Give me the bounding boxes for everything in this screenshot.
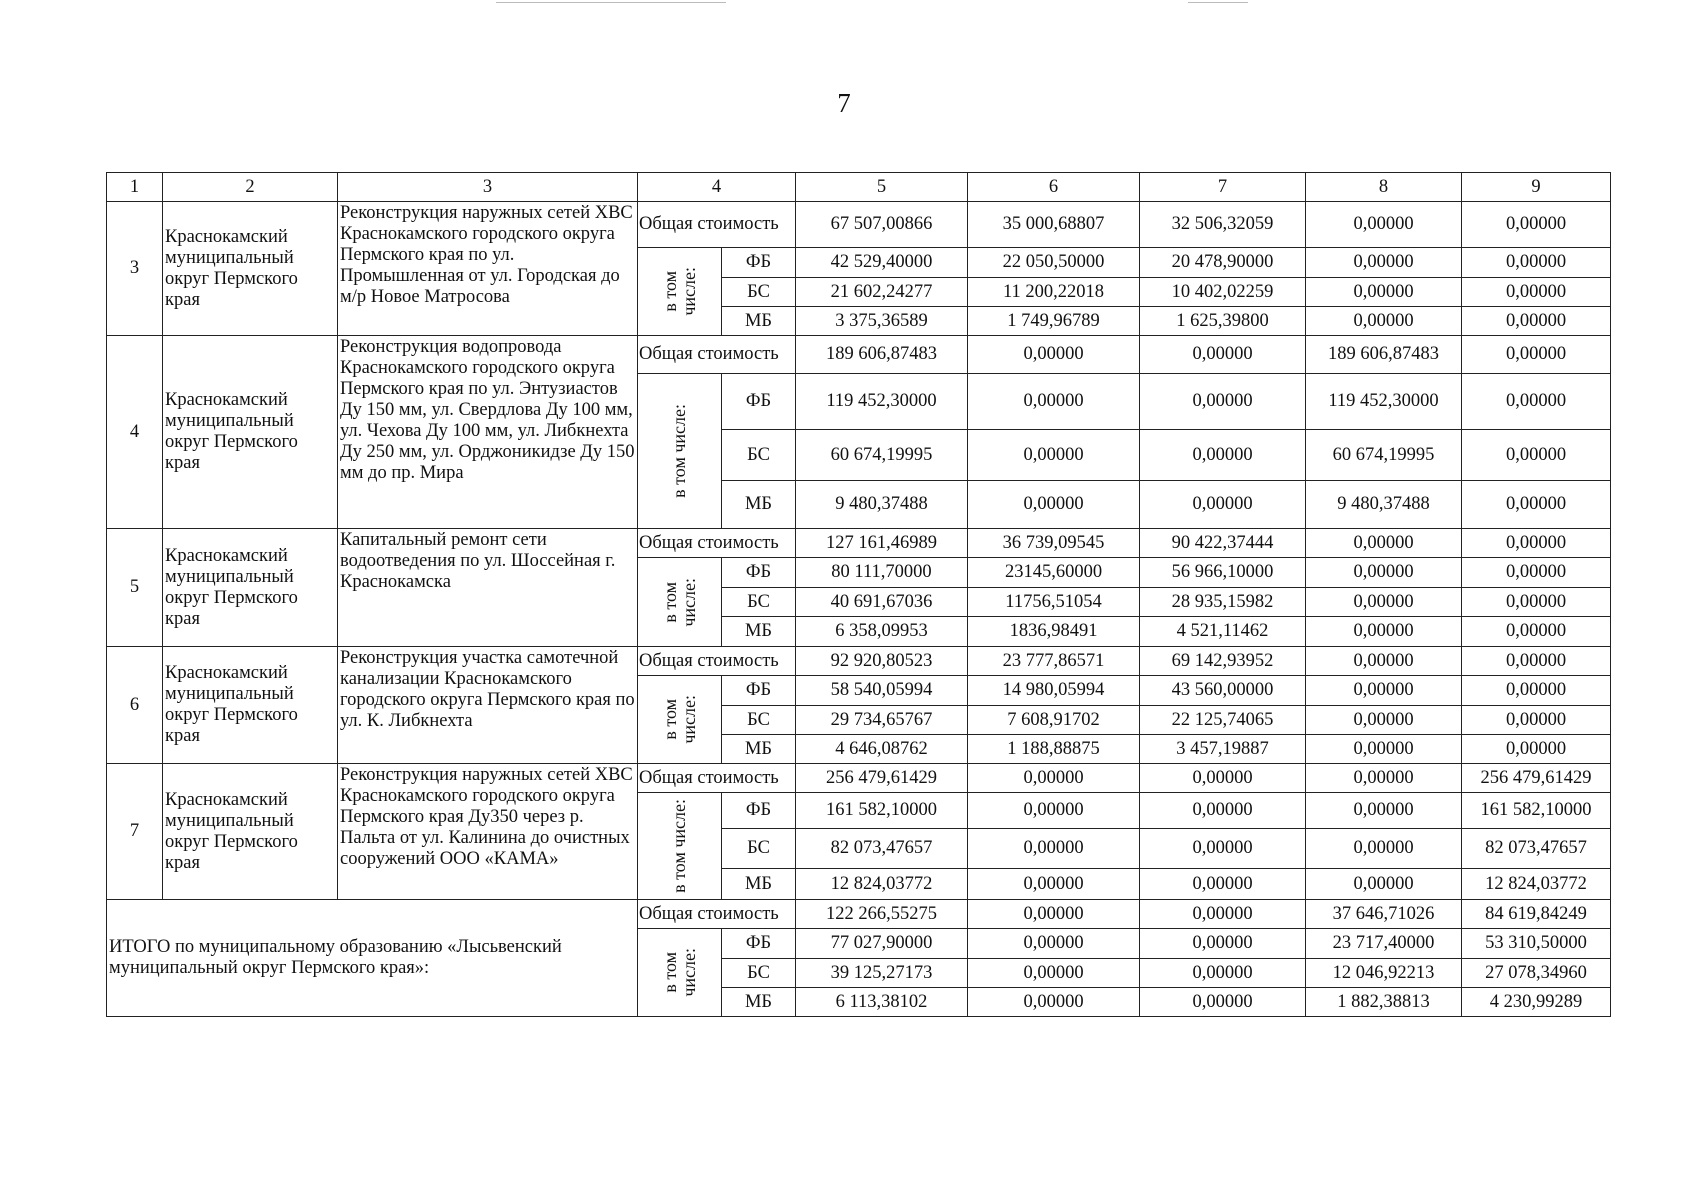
value-cell: 0,00000 <box>1306 202 1462 248</box>
project-description: Реконструкция водопровода Краснокамского городского округа Пермского края по ул. Энтузиастов Ду 150 мм, ул. Свердлова Ду 100 мм, ул. Чехова Ду 100 мм, ул. Либкнехта Ду 250 мм, ул. Орджоникидзе Ду 150 мм до пр. Мира <box>338 336 638 529</box>
table-row <box>107 647 1611 676</box>
budget-source-label: ФБ <box>722 374 796 430</box>
including-vertical-label <box>638 248 722 336</box>
including-label-line: в том <box>659 581 680 623</box>
table-header-row <box>107 173 1611 202</box>
value-cell: 9 480,37488 <box>1306 481 1462 529</box>
scan-top-rule-2 <box>1188 2 1248 3</box>
including-label-wrap <box>640 578 719 627</box>
budget-source-label: БС <box>722 829 796 869</box>
value-cell: 0,00000 <box>1140 829 1306 869</box>
value-cell: 4 646,08762 <box>796 735 968 764</box>
budget-source-label: БС <box>722 588 796 617</box>
value-cell: 1 749,96789 <box>968 307 1140 336</box>
header-cell: 8 <box>1306 173 1462 202</box>
including-label-wrap <box>640 948 719 997</box>
project-description: Реконструкция наружных сетей ХВС Краснокамского городского округа Пермского края по ул. Промышленная от ул. Городская до м/р Новое Матросова <box>338 202 638 336</box>
budget-table <box>106 172 1611 1017</box>
budget-source-label: ФБ <box>722 793 796 829</box>
including-label <box>670 799 689 893</box>
header-cell: 2 <box>163 173 338 202</box>
value-cell: 0,00000 <box>1306 647 1462 676</box>
row-number: 6 <box>107 647 163 764</box>
value-cell: 0,00000 <box>1462 529 1611 558</box>
value-cell: 0,00000 <box>1462 374 1611 430</box>
value-cell: 0,00000 <box>968 764 1140 793</box>
value-cell: 0,00000 <box>1462 248 1611 278</box>
value-cell: 119 452,30000 <box>796 374 968 430</box>
value-cell: 11756,51054 <box>968 588 1140 617</box>
table-row <box>107 202 1611 248</box>
value-cell: 0,00000 <box>1462 706 1611 735</box>
value-cell: 0,00000 <box>1140 988 1306 1017</box>
owner-cell: Краснокамский муниципальный округ Пермского края <box>163 529 338 647</box>
value-cell: 92 920,80523 <box>796 647 968 676</box>
value-cell: 0,00000 <box>1462 278 1611 307</box>
value-cell: 22 050,50000 <box>968 248 1140 278</box>
value-cell: 67 507,00866 <box>796 202 968 248</box>
value-cell: 0,00000 <box>1306 617 1462 647</box>
value-cell: 23 777,86571 <box>968 647 1140 676</box>
total-cost-label: Общая стоимость <box>638 647 796 676</box>
value-cell: 23 717,40000 <box>1306 929 1462 959</box>
value-cell: 0,00000 <box>968 336 1140 374</box>
value-cell: 4 521,11462 <box>1140 617 1306 647</box>
value-cell: 0,00000 <box>968 481 1140 529</box>
value-cell: 0,00000 <box>968 900 1140 929</box>
budget-source-label: ФБ <box>722 248 796 278</box>
including-label <box>661 695 699 744</box>
value-cell: 40 691,67036 <box>796 588 968 617</box>
total-cost-label: Общая стоимость <box>638 764 796 793</box>
value-cell: 60 674,19995 <box>796 430 968 481</box>
value-cell: 35 000,68807 <box>968 202 1140 248</box>
value-cell: 0,00000 <box>1306 764 1462 793</box>
scan-top-rule-1 <box>496 2 726 3</box>
value-cell: 32 506,32059 <box>1140 202 1306 248</box>
value-cell: 0,00000 <box>1140 929 1306 959</box>
value-cell: 23145,60000 <box>968 558 1140 588</box>
total-cost-label: Общая стоимость <box>638 336 796 374</box>
including-label-line: в том <box>659 699 680 740</box>
value-cell: 56 966,10000 <box>1140 558 1306 588</box>
value-cell: 10 402,02259 <box>1140 278 1306 307</box>
value-cell: 0,00000 <box>1462 202 1611 248</box>
header-cell: 9 <box>1462 173 1611 202</box>
including-label-wrap <box>640 267 719 316</box>
budget-source-label: ФБ <box>722 676 796 706</box>
value-cell: 69 142,93952 <box>1140 647 1306 676</box>
value-cell: 27 078,34960 <box>1462 959 1611 988</box>
value-cell: 0,00000 <box>1306 869 1462 900</box>
including-label-line: числе: <box>678 948 699 997</box>
value-cell: 0,00000 <box>968 793 1140 829</box>
value-cell: 0,00000 <box>1306 676 1462 706</box>
value-cell: 43 560,00000 <box>1140 676 1306 706</box>
including-vertical-label <box>638 374 722 529</box>
value-cell: 189 606,87483 <box>1306 336 1462 374</box>
value-cell: 9 480,37488 <box>796 481 968 529</box>
value-cell: 0,00000 <box>1462 735 1611 764</box>
including-label-line: числе: <box>678 267 699 316</box>
including-label <box>661 578 699 627</box>
header-cell: 4 <box>638 173 796 202</box>
table-row <box>107 336 1611 374</box>
value-cell: 36 739,09545 <box>968 529 1140 558</box>
value-cell: 37 646,71026 <box>1306 900 1462 929</box>
value-cell: 0,00000 <box>1140 336 1306 374</box>
including-vertical-label <box>638 929 722 1017</box>
row-number: 7 <box>107 764 163 900</box>
value-cell: 0,00000 <box>968 988 1140 1017</box>
value-cell: 53 310,50000 <box>1462 929 1611 959</box>
value-cell: 4 230,99289 <box>1462 988 1611 1017</box>
table-row <box>107 764 1611 793</box>
value-cell: 77 027,90000 <box>796 929 968 959</box>
budget-source-label: БС <box>722 959 796 988</box>
value-cell: 0,00000 <box>1462 430 1611 481</box>
budget-source-label: ФБ <box>722 929 796 959</box>
value-cell: 0,00000 <box>1306 735 1462 764</box>
value-cell: 0,00000 <box>968 869 1140 900</box>
value-cell: 12 046,92213 <box>1306 959 1462 988</box>
value-cell: 80 111,70000 <box>796 558 968 588</box>
value-cell: 0,00000 <box>1140 430 1306 481</box>
budget-source-label: БС <box>722 278 796 307</box>
value-cell: 0,00000 <box>1306 307 1462 336</box>
value-cell: 256 479,61429 <box>796 764 968 793</box>
value-cell: 22 125,74065 <box>1140 706 1306 735</box>
project-description: Капитальный ремонт сети водоотведения по ул. Шоссейная г. Краснокамска <box>338 529 638 647</box>
value-cell: 0,00000 <box>1306 588 1462 617</box>
value-cell: 0,00000 <box>1462 588 1611 617</box>
value-cell: 0,00000 <box>968 829 1140 869</box>
value-cell: 0,00000 <box>1462 617 1611 647</box>
value-cell: 60 674,19995 <box>1306 430 1462 481</box>
budget-source-label: МБ <box>722 735 796 764</box>
row-number: 4 <box>107 336 163 529</box>
value-cell: 42 529,40000 <box>796 248 968 278</box>
value-cell: 0,00000 <box>1306 706 1462 735</box>
value-cell: 0,00000 <box>1306 558 1462 588</box>
value-cell: 12 824,03772 <box>1462 869 1611 900</box>
value-cell: 82 073,47657 <box>796 829 968 869</box>
row-number: 3 <box>107 202 163 336</box>
value-cell: 1836,98491 <box>968 617 1140 647</box>
value-cell: 0,00000 <box>1140 959 1306 988</box>
value-cell: 0,00000 <box>1140 793 1306 829</box>
page-number: 7 <box>837 88 851 118</box>
including-label-wrap <box>640 695 719 744</box>
budget-source-label: МБ <box>722 869 796 900</box>
budget-source-label: МБ <box>722 481 796 529</box>
value-cell: 0,00000 <box>1306 278 1462 307</box>
value-cell: 90 422,37444 <box>1140 529 1306 558</box>
total-cost-label: Общая стоимость <box>638 900 796 929</box>
value-cell: 0,00000 <box>968 430 1140 481</box>
table-body <box>107 173 1611 1017</box>
including-label-line: в том числе: <box>669 404 689 498</box>
project-description: Реконструкция наружных сетей ХВС Краснокамского городского округа Пермского края Ду350 через р. Пальта от ул. Калинина до очистных сооружений ООО «КАМА» <box>338 764 638 900</box>
value-cell: 0,00000 <box>1140 374 1306 430</box>
value-cell: 11 200,22018 <box>968 278 1140 307</box>
value-cell: 0,00000 <box>1462 558 1611 588</box>
including-label <box>661 267 699 316</box>
including-vertical-label <box>638 676 722 764</box>
value-cell: 7 608,91702 <box>968 706 1140 735</box>
value-cell: 0,00000 <box>968 959 1140 988</box>
value-cell: 29 734,65767 <box>796 706 968 735</box>
value-cell: 0,00000 <box>1140 869 1306 900</box>
value-cell: 0,00000 <box>1140 481 1306 529</box>
value-cell: 21 602,24277 <box>796 278 968 307</box>
value-cell: 119 452,30000 <box>1306 374 1462 430</box>
including-label <box>661 948 699 997</box>
value-cell: 1 625,39800 <box>1140 307 1306 336</box>
value-cell: 0,00000 <box>1306 829 1462 869</box>
budget-source-label: МБ <box>722 307 796 336</box>
value-cell: 0,00000 <box>1462 307 1611 336</box>
including-label-line: числе: <box>678 577 699 627</box>
value-cell: 20 478,90000 <box>1140 248 1306 278</box>
budget-source-label: МБ <box>722 617 796 647</box>
owner-cell: Краснокамский муниципальный округ Пермского края <box>163 764 338 900</box>
total-cost-label: Общая стоимость <box>638 529 796 558</box>
including-label-line: в том числе: <box>669 799 689 893</box>
value-cell: 39 125,27173 <box>796 959 968 988</box>
including-label-wrap <box>640 799 719 893</box>
including-label-line: в том <box>659 952 680 993</box>
value-cell: 0,00000 <box>1306 793 1462 829</box>
total-cost-label: Общая стоимость <box>638 202 796 248</box>
header-cell: 6 <box>968 173 1140 202</box>
value-cell: 6 358,09953 <box>796 617 968 647</box>
value-cell: 6 113,38102 <box>796 988 968 1017</box>
value-cell: 0,00000 <box>968 374 1140 430</box>
value-cell: 0,00000 <box>1462 481 1611 529</box>
including-label-wrap <box>640 404 719 498</box>
project-description: Реконструкция участка самотечной канализации Краснокамского городского округа Пермского края по ул. К. Либкнехта <box>338 647 638 764</box>
value-cell: 3 457,19887 <box>1140 735 1306 764</box>
value-cell: 3 375,36589 <box>796 307 968 336</box>
budget-source-label: БС <box>722 430 796 481</box>
header-cell: 7 <box>1140 173 1306 202</box>
row-number: 5 <box>107 529 163 647</box>
totals-label: ИТОГО по муниципальному образованию «Лысьвенский муниципальный округ Пермского края»: <box>107 900 638 1017</box>
value-cell: 1 882,38813 <box>1306 988 1462 1017</box>
value-cell: 189 606,87483 <box>796 336 968 374</box>
owner-cell: Краснокамский муниципальный округ Пермского края <box>163 336 338 529</box>
including-label <box>670 404 689 498</box>
owner-cell: Краснокамский муниципальный округ Пермского края <box>163 647 338 764</box>
header-cell: 5 <box>796 173 968 202</box>
value-cell: 0,00000 <box>1462 336 1611 374</box>
including-label-line: числе: <box>678 695 699 744</box>
value-cell: 84 619,84249 <box>1462 900 1611 929</box>
header-cell: 3 <box>338 173 638 202</box>
value-cell: 0,00000 <box>1306 529 1462 558</box>
value-cell: 58 540,05994 <box>796 676 968 706</box>
value-cell: 1 188,88875 <box>968 735 1140 764</box>
totals-row <box>107 900 1611 929</box>
value-cell: 161 582,10000 <box>1462 793 1611 829</box>
including-vertical-label <box>638 793 722 900</box>
value-cell: 0,00000 <box>1462 676 1611 706</box>
including-vertical-label <box>638 558 722 647</box>
table-row <box>107 529 1611 558</box>
owner-cell: Краснокамский муниципальный округ Пермского края <box>163 202 338 336</box>
header-cell: 1 <box>107 173 163 202</box>
value-cell: 0,00000 <box>1140 900 1306 929</box>
value-cell: 161 582,10000 <box>796 793 968 829</box>
including-label-line: в том <box>659 271 680 312</box>
value-cell: 122 266,55275 <box>796 900 968 929</box>
value-cell: 0,00000 <box>1462 647 1611 676</box>
value-cell: 14 980,05994 <box>968 676 1140 706</box>
value-cell: 12 824,03772 <box>796 869 968 900</box>
value-cell: 0,00000 <box>1140 764 1306 793</box>
budget-source-label: МБ <box>722 988 796 1017</box>
value-cell: 256 479,61429 <box>1462 764 1611 793</box>
budget-source-label: БС <box>722 706 796 735</box>
budget-source-label: ФБ <box>722 558 796 588</box>
value-cell: 28 935,15982 <box>1140 588 1306 617</box>
value-cell: 0,00000 <box>968 929 1140 959</box>
value-cell: 127 161,46989 <box>796 529 968 558</box>
value-cell: 0,00000 <box>1306 248 1462 278</box>
value-cell: 82 073,47657 <box>1462 829 1611 869</box>
